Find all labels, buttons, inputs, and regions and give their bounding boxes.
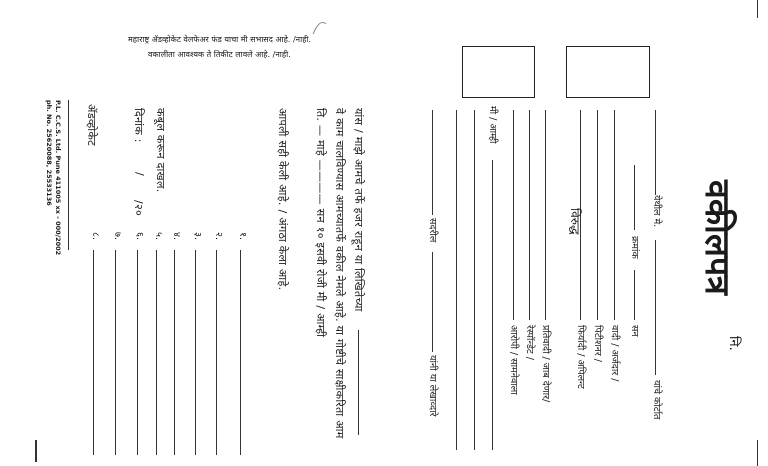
date-label: दिनांक : [132, 108, 145, 143]
list-line-7 [115, 250, 116, 455]
party2-line [597, 110, 598, 320]
party6-label: आरोपी / सामनेवाला [508, 325, 519, 395]
date-year: /२० [132, 200, 145, 217]
party4-label: प्रतिवादी / जाब देणार/ [540, 325, 551, 403]
list-num-5: ५. [153, 232, 164, 240]
number-label: क्रमांक [629, 236, 640, 259]
party1-label: वादी / अर्जदार / [609, 325, 620, 382]
list-line-6 [137, 250, 138, 455]
edge-line-bottom [757, 440, 758, 466]
list-num-3: ३. [192, 232, 203, 240]
party5-line [529, 110, 530, 320]
list-num-4: ४. [171, 232, 182, 240]
party2-label: पिटीशनर / [592, 325, 603, 362]
list-num-8: ८. [90, 232, 101, 240]
party5-label: रेस्पॉन्डेट / [524, 325, 535, 360]
edge-line-left [35, 440, 37, 462]
party1-line [614, 110, 615, 320]
list-line-5 [156, 250, 157, 455]
printer-info: P.L. C.C.S. Ltd. Pune 411005 xx - 000/2002 [54, 100, 62, 256]
year-label: सन [629, 325, 640, 337]
welfare-fund-line: महाराष्ट्र ॲडव्होकेट वेलफेअर फंड याचा मी सभासद आहे. /नाही. [128, 35, 312, 44]
stamp-box-left [462, 46, 535, 98]
stamp-box-right [566, 46, 650, 98]
accepted-label: कबूल करून दाखल. [154, 108, 167, 193]
year-line [634, 270, 635, 320]
date-separator: / [133, 172, 146, 177]
body-line-2: वे काम चालविण्यास आमच्यातर्फे वकील नेमले आहे. या गोष्टीचे साक्षीकरिता आम [333, 108, 346, 439]
advocate-line-b [432, 252, 433, 352]
list-num-1: १. [237, 232, 248, 240]
client-line-1 [492, 160, 493, 450]
list-line-8 [93, 250, 94, 455]
list-num-7: ७. [112, 232, 123, 240]
client-line-2 [474, 110, 475, 450]
edge-line-top [757, 0, 758, 18]
body-fill-line [358, 330, 359, 435]
body-line-4: आपली सही केली आहे. / अंगठा केला आहे. [276, 108, 289, 291]
document-title: वकीलपत्र [697, 180, 737, 295]
number-line [634, 165, 635, 230]
body-line-1: यांस / माझे आमचे तर्फे हजर राहून या लिखितेच्या [352, 108, 365, 312]
party6-line [513, 110, 514, 320]
list-line-4 [174, 250, 175, 455]
advocate-suffix: यांनी या लेखाव्दारे [427, 355, 438, 417]
list-num-6: ६. [134, 232, 145, 240]
list-num-2: २. [213, 232, 224, 240]
court-label: येथील मे. [651, 195, 662, 228]
list-line-2 [216, 250, 217, 455]
we-label: मी / आम्ही [487, 106, 498, 144]
printer-phone: ph. No. 25620088, 25533136 [45, 100, 53, 206]
printer-divider [68, 100, 69, 250]
versus-label: विरुद्ध [568, 208, 582, 235]
list-line-3 [195, 250, 196, 455]
client-line-3 [456, 110, 457, 450]
court-name-line [655, 110, 656, 195]
advocate-line-a [432, 110, 433, 215]
advocate-signature-label: ॲडव्होकेट [85, 104, 98, 146]
ticket-line: वकालीता आवश्यक ते तिकीट लावले आहे. /नाही. [148, 50, 291, 59]
advocate-label: सदरील [427, 218, 438, 243]
party4-line [545, 110, 546, 320]
exhibit-mark: नि. [726, 336, 741, 351]
party3-label: फिर्यादी / अपिलन्ट [575, 325, 586, 389]
body-line-3: ति. — माहे ———— सन १० इसवी रोजी मी / आम्ही [314, 108, 327, 338]
court-name-line-2 [655, 240, 656, 375]
corner-mark-icon [310, 16, 328, 38]
court-suffix: यांचे कोर्टात [651, 380, 662, 420]
list-line-1 [240, 250, 241, 455]
